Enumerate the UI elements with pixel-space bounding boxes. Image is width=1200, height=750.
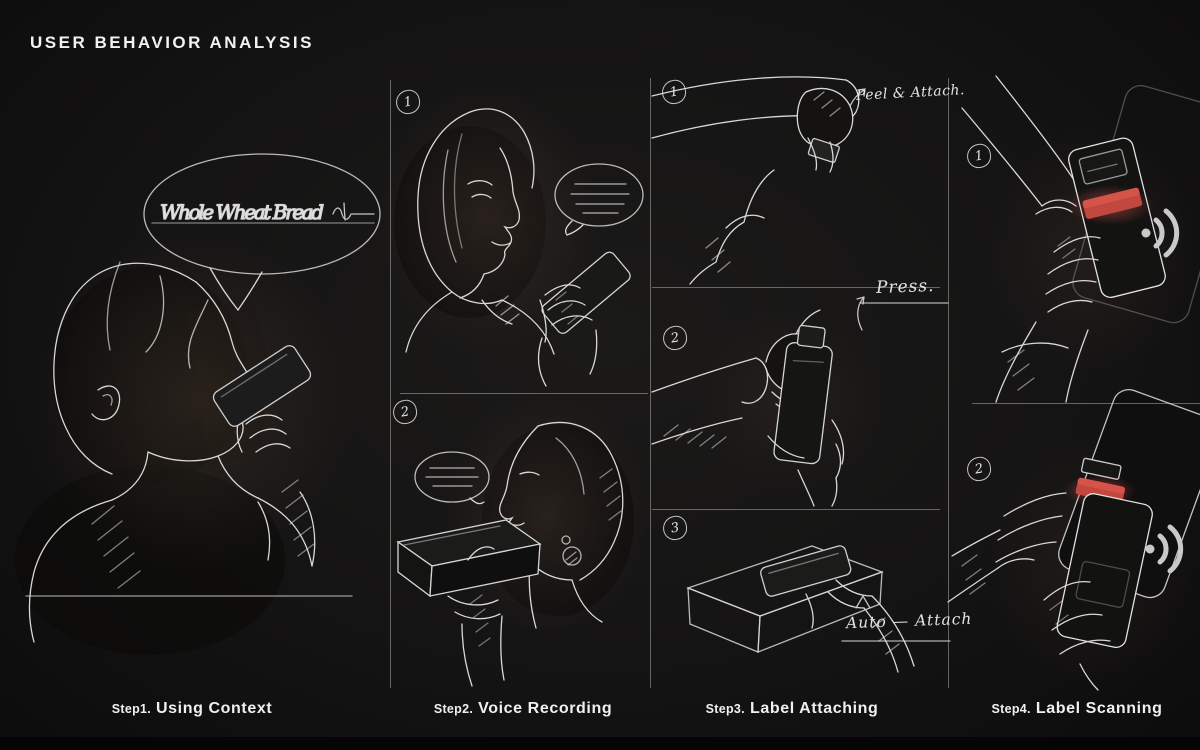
sketch-step2-voice-recording	[375, 86, 647, 686]
caption-step4-label: Label Scanning	[1035, 700, 1163, 717]
caption-step2-label: Voice Recording	[478, 700, 613, 717]
frame-number: 2	[391, 398, 419, 426]
frame-number: 3	[661, 514, 689, 542]
frame-number: 1	[394, 88, 422, 116]
caption-step2	[434, 700, 612, 718]
frame-divider-p4	[972, 403, 1200, 404]
annotation-press: Press.	[875, 275, 935, 299]
bottom-black-bar	[0, 737, 1200, 750]
frame-number: 1	[965, 142, 993, 170]
caption-step4	[992, 700, 1163, 718]
frame-divider-p2	[400, 393, 648, 394]
panel-divider-3	[948, 78, 949, 688]
caption-step4-number: Step4.	[991, 702, 1031, 716]
caption-step1-label: Using Context	[156, 700, 273, 717]
annotation-peel-attach: Peel & Attach.	[855, 82, 966, 104]
frame-divider-p3b	[652, 509, 940, 510]
annotation-arrow-press	[857, 297, 864, 330]
frame-number: 2	[965, 455, 993, 483]
caption-step1-number: Step1.	[111, 702, 152, 716]
frame-number: 1	[660, 78, 688, 106]
caption-step1	[112, 700, 273, 718]
page-title: USER BEHAVIOR ANALYSIS	[30, 33, 314, 52]
caption-step3	[706, 700, 879, 718]
hand-peeling-label	[652, 77, 865, 284]
frame-number: 2	[661, 324, 689, 352]
annotation-arrow-auto	[856, 596, 870, 608]
caption-step2-number: Step2.	[433, 702, 474, 716]
hand-auto-attaching	[688, 544, 950, 672]
panel-divider-1	[390, 80, 391, 688]
sketch-step3-label-attaching	[652, 77, 950, 672]
sketch-step4-label-scanning	[948, 76, 1200, 690]
sketch-step1-using-context	[15, 154, 380, 655]
caption-step3-label: Label Attaching	[749, 700, 879, 717]
panel-divider-2	[650, 78, 651, 688]
caption-step3-number: Step3.	[705, 702, 745, 716]
annotation-auto-attach: Auto — Attach	[845, 609, 973, 633]
speech-bubble-text: Whole Wheat Bread	[160, 200, 325, 224]
